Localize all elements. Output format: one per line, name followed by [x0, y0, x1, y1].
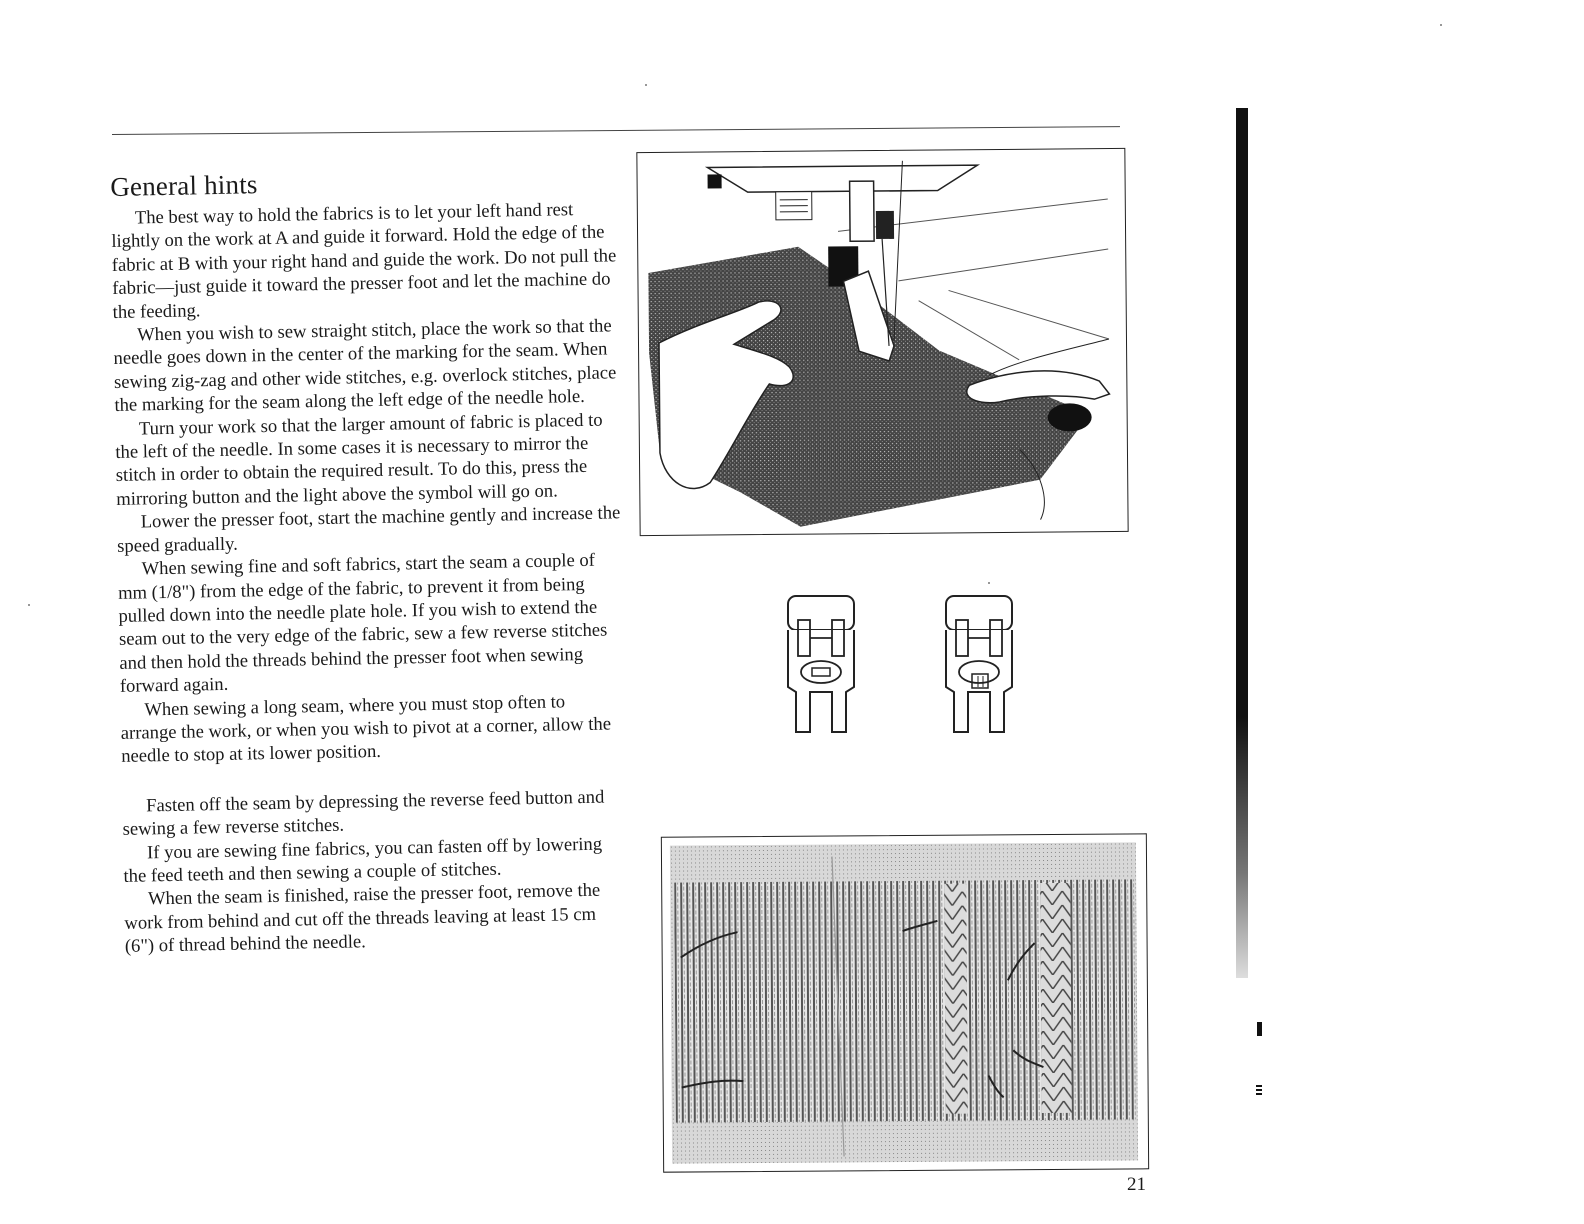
scan-speck — [1440, 24, 1442, 26]
paragraph-seam-finished: When the seam is finished, raise the presser foot, remove the work from behind and cut off the threads leaving at least 15 cm (6") of thread behind the needle. — [124, 880, 601, 958]
presser-foot-diagram-left — [784, 592, 858, 737]
scan-speck — [645, 84, 647, 86]
presser-foot-diagram-right — [942, 592, 1016, 737]
scan-speck — [988, 582, 990, 584]
paragraph-holding-fabric: The best way to hold the fabrics is to let your left hand rest lightly on the work at A and guide it forward. Hold the edge of the fabric at B with your right hand and guide the work. Do not pull the fabric—just guide it toward the presser foot and let the machine do the feeding. — [111, 199, 617, 323]
paragraph-lower-presser-foot: Lower the presser foot, start the machine gently and increase the speed gradually. — [116, 502, 621, 557]
page-number: 21 — [1127, 1174, 1146, 1195]
paragraph-straight-stitch: When you wish to sew straight stitch, place the work so that the needle goes down in the center of the marking for the seam. When sewing zig-zag and other wide stitches, e.g. overlock stitches, place the marking for the seam along the left edge of the needle hole. — [113, 315, 617, 417]
stitch-sample-photo — [661, 833, 1149, 1172]
edge-mark-lines — [1256, 1085, 1262, 1087]
top-rule — [112, 126, 1120, 135]
text-column — [110, 162, 630, 958]
page-edge-bar — [1236, 108, 1248, 978]
edge-mark — [1257, 1022, 1262, 1036]
section-heading: General hints — [110, 169, 258, 202]
paragraph-fine-fabrics: When sewing fine and soft fabrics, start the seam a couple of mm (1/8") from the edge of the fabric, to prevent it from being pulled down into the needle plate hole. If you wish to extend the seam out to the very edge of the fabric, sew a few reverse stitches and then hold the threads behind the presser foot when sewing forward again. — [117, 549, 608, 698]
scan-speck — [28, 604, 30, 606]
paragraph-long-seam: When sewing a long seam, where you must stop often to arrange the work, or when you wish to pivot at a corner, allow the needle to stop at its lower position. — [120, 690, 612, 768]
sewing-hands-illustration — [636, 148, 1128, 536]
paragraph-fasten-off: Fasten off the seam by depressing the reverse feed button and sewing a few reverse stitches. — [122, 786, 605, 841]
paragraph-mirroring: Turn your work so that the larger amount of fabric is placed to the left of the needle. In some cases it is necessary to mirror the stitch in order to obtain the required result. To do this, press the mirroring button and the light above the symbol will go on. — [115, 409, 603, 510]
paragraph-feed-teeth: If you are sewing fine fabrics, you can fasten off by lowering the feed teeth and then sewing a couple of stitches. — [123, 833, 603, 887]
